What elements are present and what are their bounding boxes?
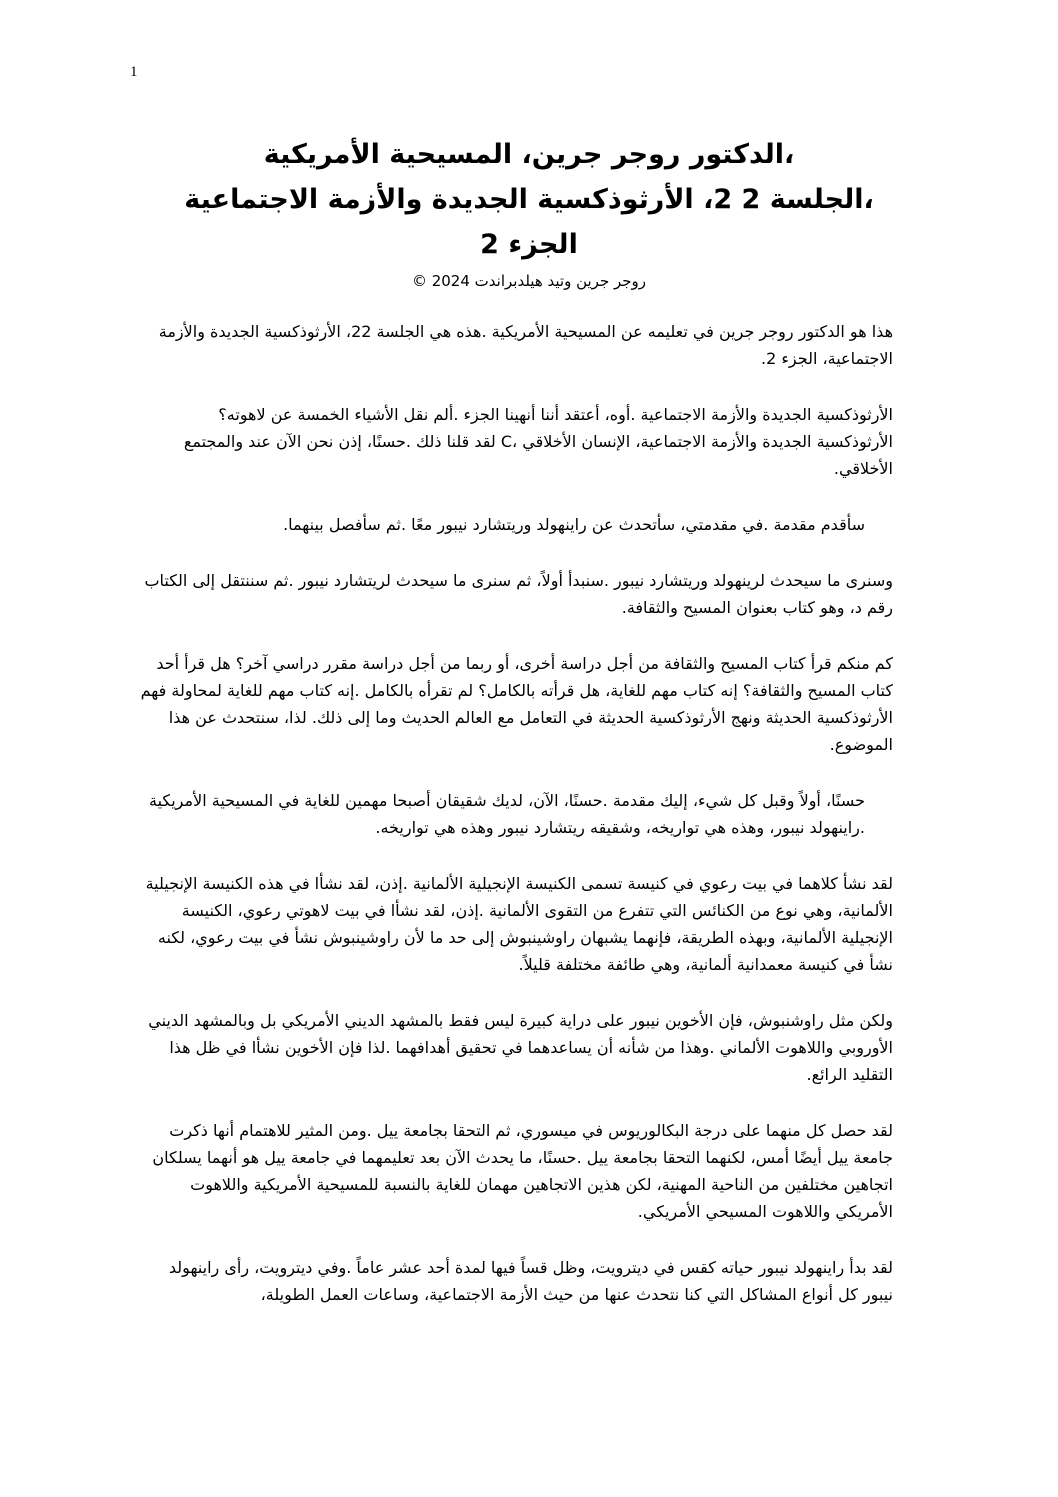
paragraph-3: سأقدم مقدمة .في مقدمتي، سأتحدث عن راينهولد وريتشارد نيبور معًا .ثم سأفصل بينهما. <box>283 515 865 534</box>
paragraph-2: الأرثوذكسية الجديدة والأزمة الاجتماعية .أوه، أعتقد أننا أنهينا الجزء .ألم نقل الأشياء الخمسة عن لاهوته؟ الأرثوذكسية الجديدة والأزمة الاجتماعية، الإنسان الأخلاقي ،C لقد قلنا ذلك .حسنًا، إذن نحن الآن عند والمجتمع الأخلاقي. <box>183 405 893 478</box>
paragraph-4: وسنرى ما سيحدث لرينهولد وريتشارد نيبور .سنبدأ أولاً، ثم سنرى ما سيحدث لريتشارد نيبور .ثم سننتقل إلى الكتاب رقم د، وهو كتاب بعنوان المسيح والثقافة. <box>144 571 893 617</box>
paragraph-6: حسنًا، أولاً وقبل كل شيء، إليك مقدمة .حسنًا، الآن، لديك شقيقان أصبحا مهمين للغاية في المسيحية الأمريكية .راينهولد نيبور، وهذه هي تواريخه، وشقيقه ريتشارد نيبور وهذه هي تواريخه. <box>148 791 865 837</box>
document-body <box>140 318 893 1337</box>
paragraph-10: لقد بدأ راينهولد نيبور حياته كقس في ديترويت، وظل قساً فيها لمدة أحد عشر عاماً .وفي ديترويت، رأى راينهولد نيبور كل أنواع المشاكل التي كنا نتحدث عنها من حيث الأزمة الاجتماعية، وساعات العمل الطويلة، <box>168 1258 893 1304</box>
page-number: 1 <box>130 64 138 80</box>
copyright-line: روجر جرين وتيد هيلدبراندت 2024 © <box>411 272 647 290</box>
paragraph-8: ولكن مثل راوشنبوش، فإن الأخوين نيبور على دراية كبيرة ليس فقط بالمشهد الديني الأمريكي بل وبالمشهد الديني الأوروبي واللاهوت الألماني .وهذا من شأنه أن يساعدهما في تحقيق أهدافهما .لذا فإن الأخوين نشأا في ظل هذا التقليد الرائع. <box>148 1011 893 1084</box>
title-line-1: ،الدكتور روجر جرين، المسيحية الأمريكية <box>263 139 795 170</box>
title-block <box>140 132 918 293</box>
title-line-2: ،الجلسة 2 2، الأرثوذكسية الجديدة والأزمة الاجتماعية <box>184 184 874 215</box>
paragraph-7: لقد نشأ كلاهما في بيت رعوي في كنيسة تسمى الكنيسة الإنجيلية الألمانية .إذن، لقد نشأا في هذه الكنيسة الإنجيلية الألمانية، وهي نوع من الكنائس التي تتفرع من التقوى الألمانية .إذن، لقد نشأا في بيت لاهوتي رعوي، الكنيسة الإنجيلية الألمانية، وبهذه الطريقة، فإنهما يشبهان راوشينبوش إلى حد ما لأن راوشينبوش نشأ في بيت رعوي، لكنه نشأ في كنيسة معمدانية ألمانية، وهي طائفة مختلفة قليلاً. <box>145 874 893 974</box>
paragraph-5: كم منكم قرأ كتاب المسيح والثقافة من أجل دراسة أخرى، أو ربما من أجل دراسة مقرر دراسي آخر؟ هل قرأ أحد كتاب المسيح والثقافة؟ إنه كتاب مهم للغاية، هل قرأته بالكامل؟ لم تقرأه بالكامل .إنه كتاب مهم للغاية لمحاولة فهم الأرثوذكسية الحديثة ونهج الأرثوذكسية الحديثة في التعامل مع العالم الحديث وما إلى ذلك. لذا، سنتحدث عن هذا الموضوع. <box>140 654 893 754</box>
title-line-3: الجزء 2 <box>480 229 578 260</box>
paragraph-1: هذا هو الدكتور روجر جرين في تعليمه عن المسيحية الأمريكية .هذه هي الجلسة 22، الأرثوذكسية الجديدة والأزمة الاجتماعية، الجزء 2. <box>158 322 893 368</box>
paragraph-9: لقد حصل كل منهما على درجة البكالوريوس في ميسوري، ثم التحقا بجامعة ييل .ومن المثير للاهتمام أنها ذكرت جامعة ييل أيضًا أمس، لكنهما التحقا بجامعة ييل .حسنًا، ما يحدث الآن بعد تعليمهما في جامعة ييل هو أنهما يسلكان اتجاهين مختلفين من الناحية المهنية، لكن هذين الاتجاهين مهمان للغاية بالنسبة للمسيحية الأمريكية واللاهوت الأمريكي واللاهوت المسيحي الأمريكي. <box>152 1121 893 1221</box>
